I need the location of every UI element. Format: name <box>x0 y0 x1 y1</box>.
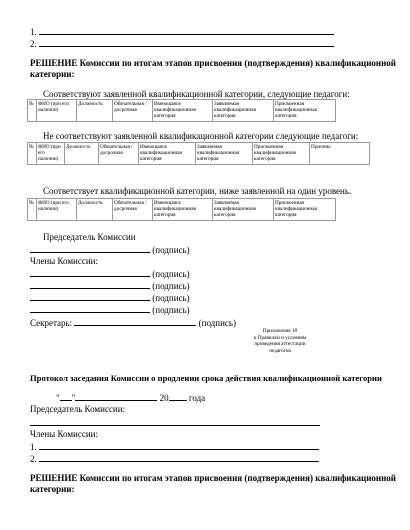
table-header-cell: ФИО (при его наличии) <box>37 100 77 122</box>
decision-heading-2-line-2: категории: <box>30 484 75 494</box>
table-header-cell: ФИО (при его наличии) <box>37 143 65 165</box>
table-lower <box>27 198 336 221</box>
decision-heading-2-line-1: РЕШЕНИЕ Комиссии по итогам этапов присвоения (подтверждения) квалификационной <box>30 473 396 483</box>
table-not-meets <box>27 142 370 165</box>
section-not-meets-title: Не соответствуют заявленной квалификационной категории следующие педагоги: <box>43 131 359 141</box>
table-meets-header-row <box>28 100 336 122</box>
table-header-cell: ФИО (при его наличии) <box>37 199 77 221</box>
chairman-signature-line: (подпись) <box>30 244 190 256</box>
top-list-item-2: 2. <box>30 38 334 50</box>
table-header-cell: Обязательная / досрочная <box>113 199 153 221</box>
decision-heading-1-line-2: категории: <box>30 69 75 79</box>
table-not-meets-header-row <box>28 143 370 165</box>
table-header-cell: Заявляемая квалификационная категория <box>213 100 274 122</box>
table-header-cell: Присвоенная квалификационная категория <box>253 143 310 165</box>
table-header-cell: Должность <box>77 100 113 122</box>
member-signature-line-1: (подпись) <box>30 268 190 280</box>
appendix-note: Приложение 18 к Правилам и условиям проведения аттестации педагогов <box>253 328 307 354</box>
table-header-cell: Заявляемая квалификационная категория <box>196 143 253 165</box>
chairman-label-2: Председатель Комиссии: <box>30 404 126 414</box>
table-header-cell: № <box>28 100 37 122</box>
table-lower-header-row <box>28 199 336 221</box>
table-header-cell: Обязательная / досрочная <box>113 100 153 122</box>
member-signature-line-2: (подпись) <box>30 280 190 292</box>
date-line: " " 20 года <box>56 393 206 403</box>
secretary-signature-line: Секретарь: (подпись) <box>30 318 236 328</box>
table-header-cell: Должность <box>77 199 113 221</box>
table-header-cell: Причина <box>310 143 370 165</box>
table-header-cell: Имеющаяся квалификационная категория <box>139 143 196 165</box>
top-list-item-1: 1. <box>30 26 334 38</box>
table-header-cell: Присвоенная квалификационная категория <box>274 100 336 122</box>
table-header-cell: Имеющаяся квалификационная категория <box>153 100 213 122</box>
member-signature-line-4: (подпись) <box>30 304 190 316</box>
members-label-2: Члены Комиссии: <box>30 429 98 439</box>
table-header-cell: Имеющаяся квалификационная категория <box>153 199 213 221</box>
table-header-cell: № <box>28 143 37 165</box>
chairman-line-2 <box>30 417 320 429</box>
table-header-cell: Должность <box>65 143 99 165</box>
chairman-label: Председатель Комиссии <box>43 232 136 242</box>
table-header-cell: Присвоенная квалификационная категория <box>274 199 336 221</box>
decision-heading-1-line-1: РЕШЕНИЕ Комиссии по итогам этапов присвоения (подтверждения) квалификационной <box>30 58 396 68</box>
table-header-cell: Заявляемая квалификационная категория <box>213 199 274 221</box>
members-label: Члены Комиссии: <box>30 256 98 266</box>
table-header-cell: Обязательная / досрочная <box>99 143 139 165</box>
protocol-heading: Протокол заседания Комиссии о продлении срока действия квалификационной категории <box>30 373 382 383</box>
bottom-list-item-2: 2. <box>30 453 319 465</box>
bottom-list-item-1: 1. <box>30 441 319 453</box>
section-meets-title: Соответствуют заявленной квалификационной категории, следующие педагоги: <box>43 89 350 99</box>
table-meets <box>27 99 336 122</box>
table-header-cell: № <box>28 199 37 221</box>
member-signature-line-3: (подпись) <box>30 292 190 304</box>
section-lower-title: Соответствует квалификационной категории, ниже заявленной на один уровень. <box>43 186 352 196</box>
